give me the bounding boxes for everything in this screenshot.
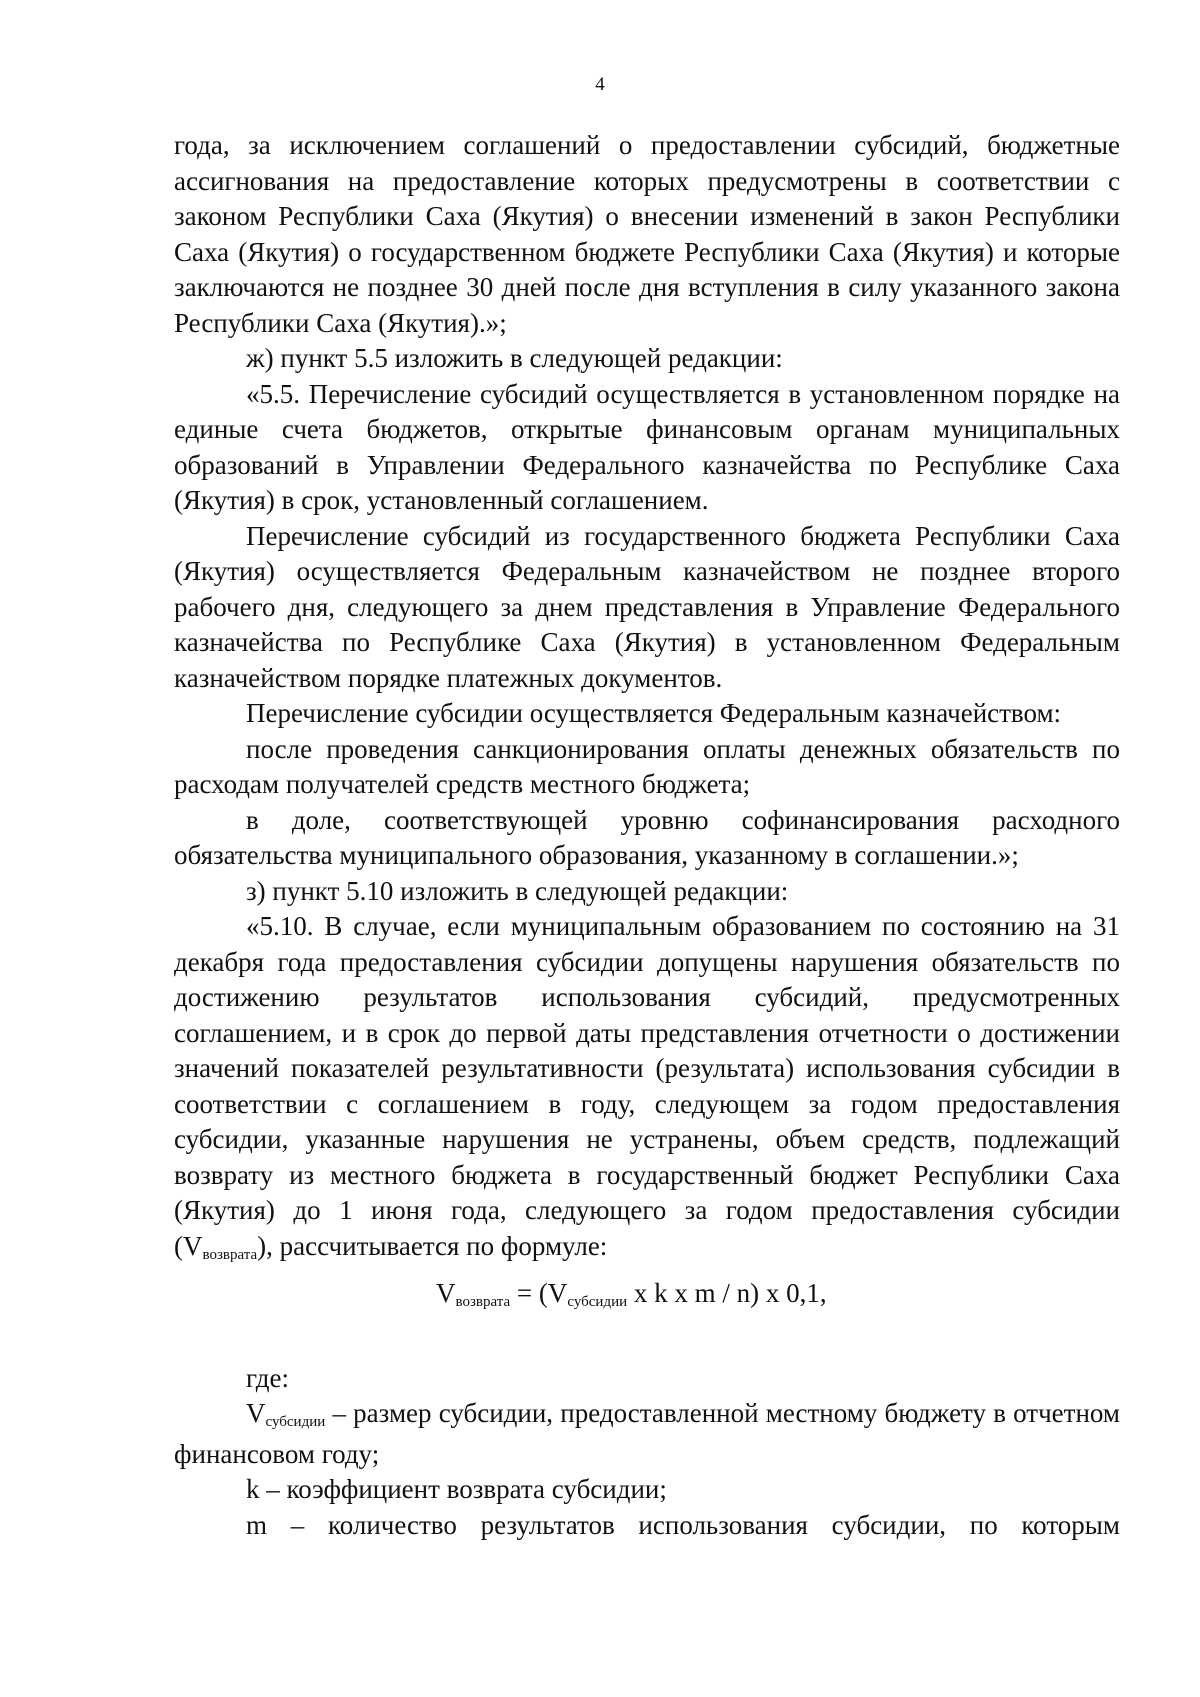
definition-v-text: – размер субсидии, предоставленной местному бюджету в отчетном финансовом году;: [174, 1398, 1120, 1469]
spacer: [174, 1317, 1120, 1361]
paragraph-continuation: года, за исключением соглашений о предоставлении субсидий, бюджетные ассигнования на предоставление которых предусмотрены в соответствии с законом Республики Саха (Якутия) о внесении изменений в закон Республики Саха (Якутия) о государственном бюджете Республики Саха (Якутия) и которые заключаются не позднее 30 дней после дня вступления в силу указанного закона Республики Саха (Якутия).»;: [174, 130, 1120, 338]
definition-k: k – коэффициент возврата субсидии;: [246, 1474, 667, 1504]
formula-mid: = (V: [510, 1278, 568, 1308]
paragraph-5-10: [174, 909, 1120, 1269]
formula-lhs: V: [436, 1278, 456, 1308]
paragraph-transfer-deadline: Перечисление субсидий из государственного бюджета Республики Саха (Якутия) осуществляется Федеральным казначейством не позднее второго рабочего дня, следующего за днем представления в Управление Федерального казначейства по Республике Саха (Якутия) в установленном Федеральным казначейством порядке платежных документов.: [174, 520, 1120, 693]
paragraph-where: где:: [246, 1362, 289, 1393]
document-body: [174, 128, 1120, 1543]
page-number: 4: [595, 74, 605, 95]
formula-mid-subscript: субсидии: [567, 1294, 628, 1310]
formula: [174, 1276, 1120, 1317]
paragraph-item-zh: ж) пункт 5.5 изложить в следующей редакции:: [246, 343, 783, 373]
definition-v-symbol: V: [246, 1398, 266, 1428]
paragraph-5-10-tail: ), рассчитывается по формуле:: [257, 1230, 608, 1261]
definition-m: m – количество результатов использования субсидии, по которым: [246, 1509, 1120, 1540]
definition-v-subscript: субсидии: [265, 1414, 326, 1430]
definition-v-subsidy: [174, 1396, 1120, 1472]
formula-rhs: x k x m / n) x 0,1,: [627, 1278, 827, 1308]
paragraph-transfer-intro: Перечисление субсидии осуществляется Федеральным казначейством:: [246, 698, 1062, 728]
paragraph-5-10-text: «5.10. В случае, если муниципальным образованием по состоянию на 31 декабря года предоставления субсидии допущены нарушения обязательств по достижению результатов использования субсидий, предусмотренных соглашением, и в срок до первой даты представления отчетности о достижении значений показателей результативности (результата) использования субсидии в соответствии с соглашением в году, следующем за годом предоставления субсидии, указанные нарушения не устранены, объем средств, подлежащий возврату из местного бюджета в государственный бюджет Республики Саха (Якутия) до 1 июня года, следующего за годом предоставления субсидии (V: [174, 911, 1120, 1261]
formula-lhs-subscript: возврата: [455, 1294, 511, 1310]
paragraph-transfer-condition-1: после проведения санкционирования оплаты денежных обязательств по расходам получателей средств местного бюджета;: [174, 733, 1120, 799]
paragraph-5-5: «5.5. Перечисление субсидий осуществляется в установленном порядке на единые счета бюджетов, открытые финансовым органам муниципальных образований в Управлении Федерального казначейства по Республике Саха (Якутия) в срок, установленный соглашением.: [174, 378, 1120, 515]
paragraph-transfer-condition-2: в доле, соответствующей уровню софинансирования расходного обязательства муниципального образования, указанному в соглашении.»;: [174, 804, 1120, 870]
subscript-return: возврата: [202, 1246, 258, 1263]
paragraph-item-z: з) пункт 5.10 изложить в следующей редакции:: [246, 875, 789, 906]
